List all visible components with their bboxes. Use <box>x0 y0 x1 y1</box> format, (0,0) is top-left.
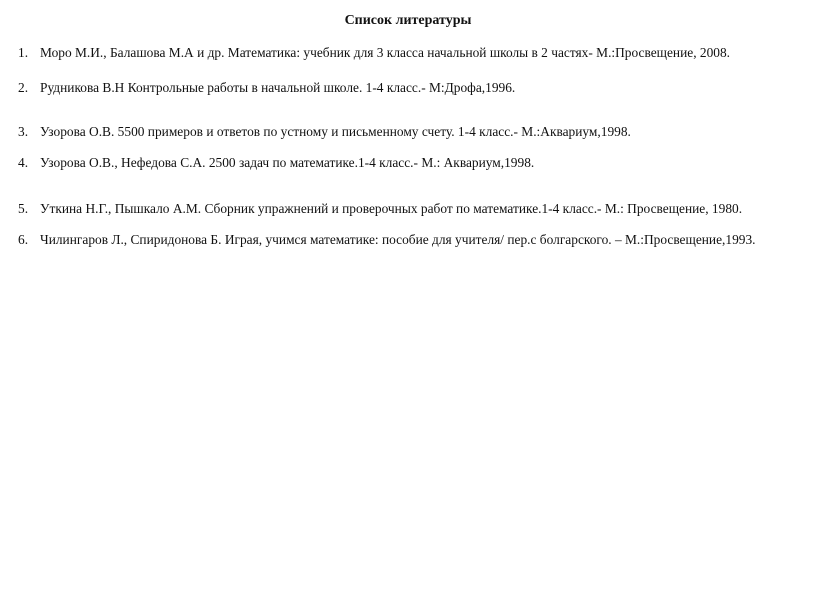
reference-number: 5. <box>18 201 29 216</box>
reference-item <box>18 124 631 140</box>
reference-text: Узорова О.В. 5500 примеров и ответов по устному и письменному счету. 1-4 класс.- М.:Аквариум,1998. <box>40 124 631 139</box>
reference-item <box>18 80 515 96</box>
reference-number: 6. <box>18 232 29 247</box>
reference-number: 3. <box>18 124 29 139</box>
reference-text: Узорова О.В., Нефедова С.А. 2500 задач по математике.1-4 класс.- М.: Аквариум,1998. <box>40 155 535 170</box>
reference-item <box>18 201 742 217</box>
reference-item <box>18 45 730 61</box>
reference-text: Моро М.И., Балашова М.А и др. Математика: учебник для 3 класса начальной школы в 2 частях- М.:Просвещение, 2008. <box>40 45 731 60</box>
reference-number: 1. <box>18 45 29 60</box>
page-title: Список литературы <box>344 13 472 28</box>
reference-text: Уткина Н.Г., Пышкало А.М. Сборник упражнений и проверочных работ по математике.1-4 класс.- М.: Просвещение, 1980. <box>40 201 743 216</box>
reference-item <box>18 232 756 248</box>
reference-item <box>18 155 534 171</box>
reference-number: 2. <box>18 80 29 95</box>
reference-number: 4. <box>18 155 29 170</box>
reference-text: Чилингаров Л., Спиридонова Б. Играя, учимся математике: пособие для учителя/ пер.с болгарского. – М.:Просвещение,1993. <box>40 232 756 247</box>
reference-text: Рудникова В.Н Контрольные работы в начальной школе. 1-4 класс.- М:Дрофа,1996. <box>40 80 516 95</box>
